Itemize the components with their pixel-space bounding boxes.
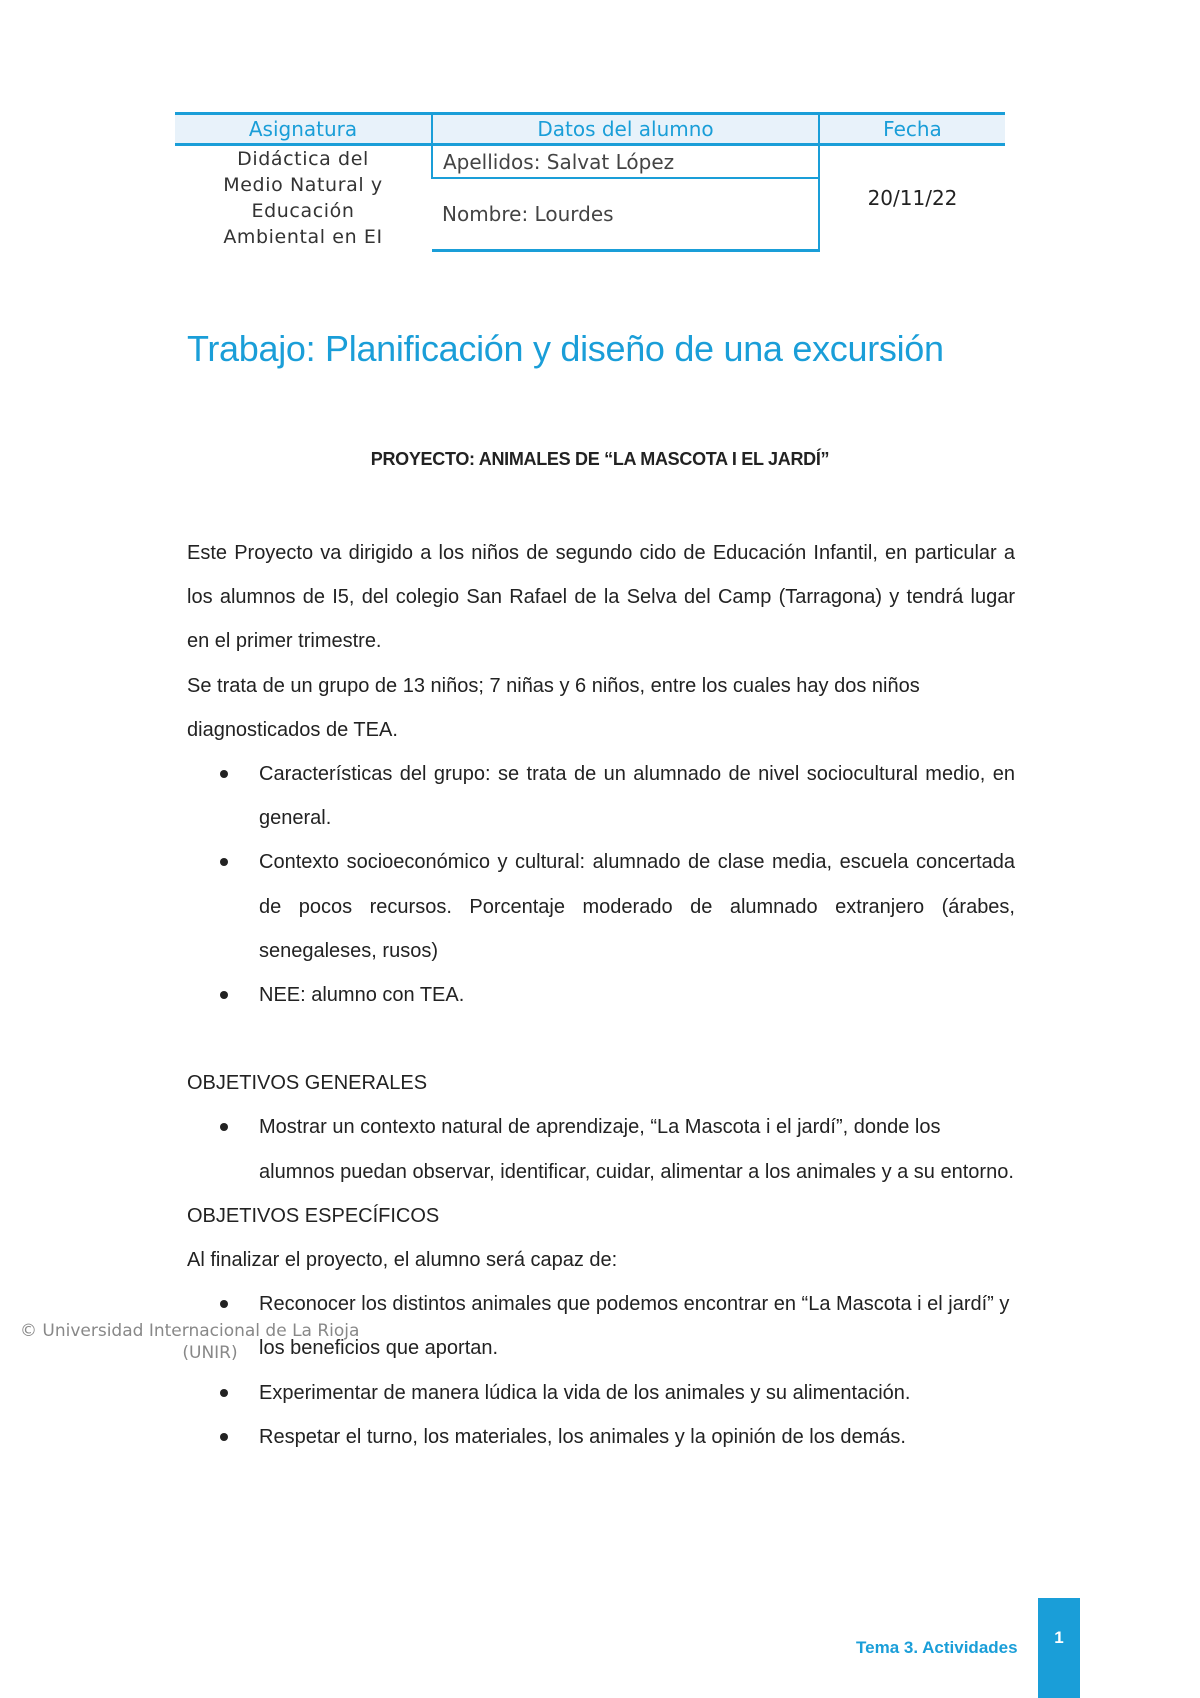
intro-paragraph: Este Proyecto va dirigido a los niños de segundo cido de Educación Infantil, en particular a los alumnos de I5, del colegio San Rafael de la Selva del Camp (Tarragona) y tendrá lugar en el primer trimestre. <box>187 542 1015 653</box>
characteristics-list <box>187 752 1015 1017</box>
nombre-cell: Nombre: Lourdes <box>432 178 819 250</box>
page-number-box <box>1038 1598 1080 1698</box>
list-item: Reconocer los distintos animales que podemos encontrar en “La Mascota i el jardí” y los beneficios que aportan. <box>187 1282 1015 1370</box>
header-col-student: Datos del alumno <box>432 114 819 145</box>
specific-objectives-intro: Al finalizar el proyecto, el alumno será capaz de: <box>187 1249 618 1272</box>
bullet-icon <box>220 1433 228 1441</box>
subject-line: Ambiental en EI <box>223 226 383 248</box>
header-col-date: Fecha <box>819 114 1005 145</box>
project-subtitle: PROYECTO: ANIMALES DE “LA MASCOTA I EL JARDÍ” <box>370 449 830 469</box>
specific-objectives-list <box>187 1282 1015 1459</box>
document-title: Trabajo: Planificación y diseño de una excursión <box>187 328 944 369</box>
page-number: 1 <box>1054 1628 1064 1647</box>
date-cell: 20/11/22 <box>819 145 1005 251</box>
list-item: NEE: alumno con TEA. <box>187 973 1015 1017</box>
subject-line: Educación <box>251 200 355 222</box>
copyright-watermark <box>20 1320 400 1364</box>
apellidos-cell: Apellidos: Salvat López <box>432 145 819 179</box>
footer-topic-label: Tema 3. Actividades <box>856 1638 1018 1657</box>
bullet-icon <box>220 991 228 999</box>
bullet-icon <box>220 858 228 866</box>
bullet-icon <box>220 1389 228 1397</box>
group-paragraph: Se trata de un grupo de 13 niños; 7 niñas y 6 niños, entre los cuales hay dos niños diagnosticados de TEA. <box>187 674 920 741</box>
specific-objectives-heading: OBJETIVOS ESPECÍFICOS <box>187 1204 440 1227</box>
general-objectives-heading: OBJETIVOS GENERALES <box>187 1072 428 1095</box>
list-item: Experimentar de manera lúdica la vida de los animales y su alimentación. <box>187 1371 1015 1415</box>
list-item: Mostrar un contexto natural de aprendizaje, “La Mascota i el jardí”, donde los alumnos puedan observar, identificar, cuidar, alimentar a los animales y a su entorno. <box>187 1105 1015 1193</box>
list-item: Contexto socioeconómico y cultural: alumnado de clase media, escuela concertada de pocos recursos. Porcentaje moderado de alumnado extranjero (árabes, senegaleses, rusos) <box>187 840 1015 973</box>
bullet-icon <box>220 1300 228 1308</box>
watermark-line: © Universidad Internacional de La Rioja <box>20 1321 360 1341</box>
bullet-icon <box>220 770 228 778</box>
list-item: Características del grupo: se trata de un alumnado de nivel sociocultural medio, en general. <box>187 752 1015 840</box>
bullet-icon <box>220 1123 228 1131</box>
header-table <box>175 112 1005 252</box>
watermark-line: (UNIR) <box>182 1343 238 1363</box>
subject-line: Medio Natural y <box>223 174 383 196</box>
spacer <box>187 1017 1015 1061</box>
subject-cell <box>175 145 432 251</box>
header-col-subject: Asignatura <box>175 114 432 145</box>
list-item: Respetar el turno, los materiales, los animales y la opinión de los demás. <box>187 1415 1015 1459</box>
general-objectives-list <box>187 1105 1015 1193</box>
subject-line: Didáctica del <box>237 148 369 170</box>
